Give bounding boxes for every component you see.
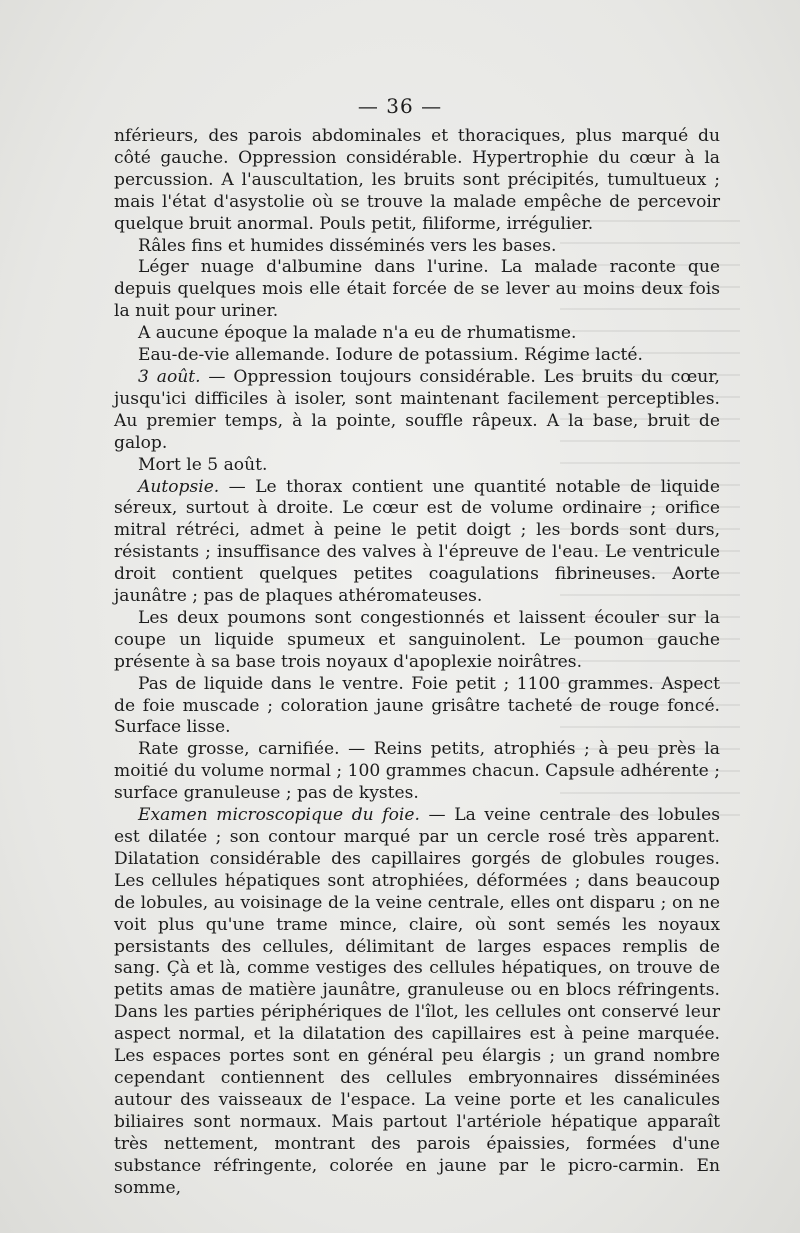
paragraph-autopsie-text: — Le thorax contient une quantité notable de liquide séreux, surtout à droite. Le cœur est de volume ordinaire ; orifice mitral rétréci, admet à peine le petit doigt ; les bords sont durs, résistants ; insuffisance des valves à l'épreuve de l'eau. Le ventricule droit contient quelques petites coagulations fibrineuses. Aorte jaunâtre ; pas de plaques athéromateuses.	[114, 476, 720, 607]
paragraph-mort: Mort le 5 août.	[138, 454, 268, 475]
page-number: — 36 —	[357, 94, 443, 118]
paragraph-examen-microscopique	[114, 805, 720, 1199]
paragraph-examen-lead: Examen microscopique du foie.	[138, 805, 420, 826]
paragraph-examen-text: — La veine centrale des lobules est dilatée ; son contour marqué par un cercle rosé très apparent. Dilatation considérable des capillaires gorgés de globules rouges. Les cellules hépatiques sont atrophiées, déformées ; dans beaucoup de lobules, au voisinage de la veine centrale, elles ont disparu ; on ne voit plus qu'une trame mince, claire, où sont semés les noyaux persistants des cellules, délimitant de larges espaces remplis de sang. Çà et là, comme vestiges des cellules hépatiques, on trouve de petits amas de matière jaunâtre, granuleuse ou en blocs réfringents. Dans les parties périphériques de l'îlot, les cellules ont conservé leur aspect normal, et la dilatation des capillaires est à peine marquée. Les espaces portes sont en général peu élargis ; un grand nombre cependant contiennent des cellules embryonnaires disséminées autour des vaisseaux de l'espace. La veine porte et les canalicules biliaires sont normaux. Mais partout l'artériole hépatique apparaît très nettement, montrant des parois épaissies, formées d'une substance réfringente, colorée en jaune par le picro-carmin. En somme,	[114, 805, 721, 1198]
paragraph-rhumatisme: A aucune époque la malade n'a eu de rhumatisme.	[138, 323, 577, 344]
body-text	[114, 126, 720, 1199]
paragraph-foie: Pas de liquide dans le ventre. Foie petit ; 1100 grammes. Aspect de foie muscade ; coloration jaune grisâtre tacheté de rouge foncé. Surface lisse.	[114, 673, 720, 738]
paragraph-poumons: Les deux poumons sont congestionnés et laissent écouler sur la coupe un liquide spumeux et sanguinolent. Le poumon gauche présente à sa base trois noyaux d'apoplexie noirâtres.	[114, 607, 720, 672]
paragraph-3-aout	[114, 367, 720, 455]
paragraph-autopsie	[114, 477, 720, 608]
paragraph-continuation: nférieurs, des parois abdominales et thoraciques, plus marqué du côté gauche. Oppression considérable. Hypertrophie du cœur à la percussion. A l'auscultation, les bruits sont précipités, tumultueux ; mais l'état d'asystolie où se trouve la malade empêche de percevoir quelque bruit anormal. Pouls petit, filiforme, irrégulier.	[114, 126, 720, 234]
paragraph-3-aout-lead: 3 août.	[138, 366, 201, 387]
paragraph-albumine: Léger nuage d'albumine dans l'urine. La malade raconte que depuis quelques mois elle était forcée de se lever au moins deux fois la nuit pour uriner.	[114, 257, 720, 322]
paragraph-autopsie-lead: Autopsie.	[138, 476, 220, 497]
paragraph-traitement: Eau-de-vie allemande. Iodure de potassium. Régime lacté.	[138, 345, 643, 366]
paragraph-rales: Râles fins et humides disséminés vers les bases.	[138, 235, 557, 256]
paragraph-3-aout-text: — Oppression toujours considérable. Les bruits du cœur, jusqu'ici difficiles à isoler, sont maintenant facilement perceptibles. Au premier temps, à la pointe, souffle râpeux. A la base, bruit de galop.	[114, 366, 720, 453]
paragraph-rate-reins: Rate grosse, carnifiée. — Reins petits, atrophiés ; à peu près la moitié du volume normal ; 100 grammes chacun. Capsule adhérente ; surface granuleuse ; pas de kystes.	[114, 739, 720, 804]
